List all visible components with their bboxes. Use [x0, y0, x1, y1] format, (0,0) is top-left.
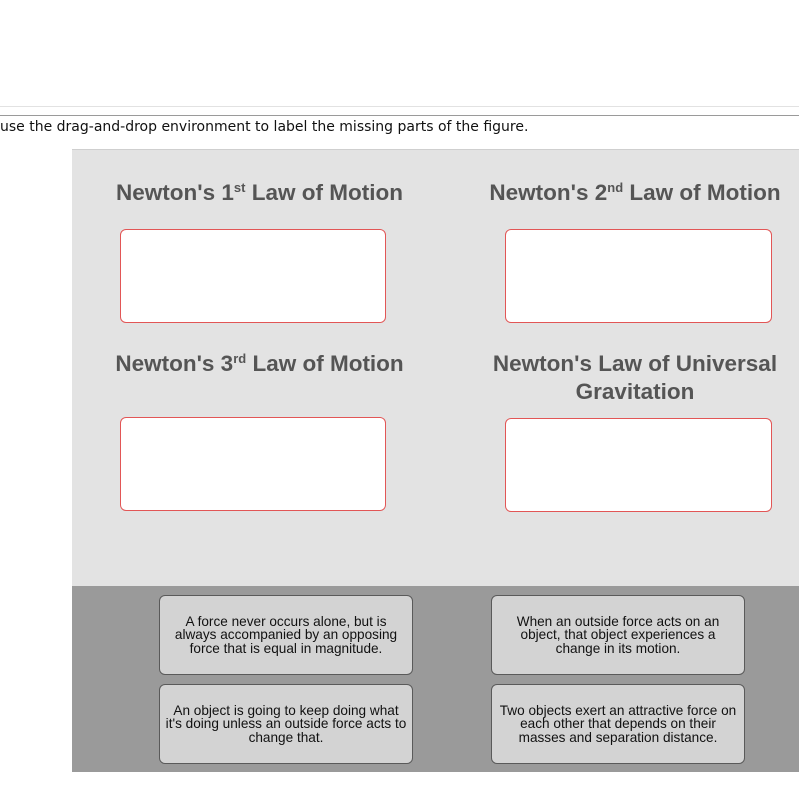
- law-title-gravitation: [447, 350, 799, 406]
- answer-card-second-law[interactable]: [491, 595, 745, 675]
- answer-card-text: When an outside force acts on an object, that object experiences a change in its motion.: [516, 613, 720, 656]
- answer-card-text: An object is going to keep doing what it's doing unless an outside force acts to change that.: [165, 702, 407, 745]
- law-title-gravitation-line2: Gravitation: [575, 379, 695, 404]
- law-title-first-sup: st: [233, 180, 246, 195]
- instruction-text: use the drag-and-drop environment to label the missing parts of the figure.: [0, 119, 529, 135]
- law-title-third-prefix: Newton's 3: [115, 351, 234, 376]
- answer-card-gravitation[interactable]: [491, 684, 745, 764]
- law-title-second-suffix: Law of Motion: [623, 180, 781, 205]
- law-title-first: [72, 179, 447, 207]
- law-title-second-sup: nd: [607, 180, 624, 195]
- law-title-first-suffix: Law of Motion: [245, 180, 403, 205]
- header-divider: [0, 106, 799, 107]
- drop-zone-gravitation[interactable]: [505, 418, 772, 512]
- law-title-second: [447, 179, 799, 207]
- law-title-third-sup: rd: [233, 351, 247, 366]
- question-divider: [0, 115, 799, 116]
- answer-card-first-law[interactable]: [159, 684, 413, 764]
- answer-card-text: Two objects exert an attractive force on each other that depends on their masses and separation distance.: [499, 702, 737, 745]
- answer-card-text: A force never occurs alone, but is always accompanied by an opposing force that is equal in magnitude.: [174, 613, 398, 656]
- law-title-third-suffix: Law of Motion: [246, 351, 404, 376]
- drop-zone-first-law[interactable]: [120, 229, 386, 323]
- law-title-second-prefix: Newton's 2: [489, 180, 608, 205]
- law-title-first-prefix: Newton's 1: [116, 180, 234, 205]
- drop-zone-third-law[interactable]: [120, 417, 386, 511]
- answer-card-third-law[interactable]: [159, 595, 413, 675]
- drop-zone-second-law[interactable]: [505, 229, 772, 323]
- law-title-third: [72, 350, 447, 378]
- law-title-gravitation-line1: Newton's Law of Universal: [492, 351, 778, 376]
